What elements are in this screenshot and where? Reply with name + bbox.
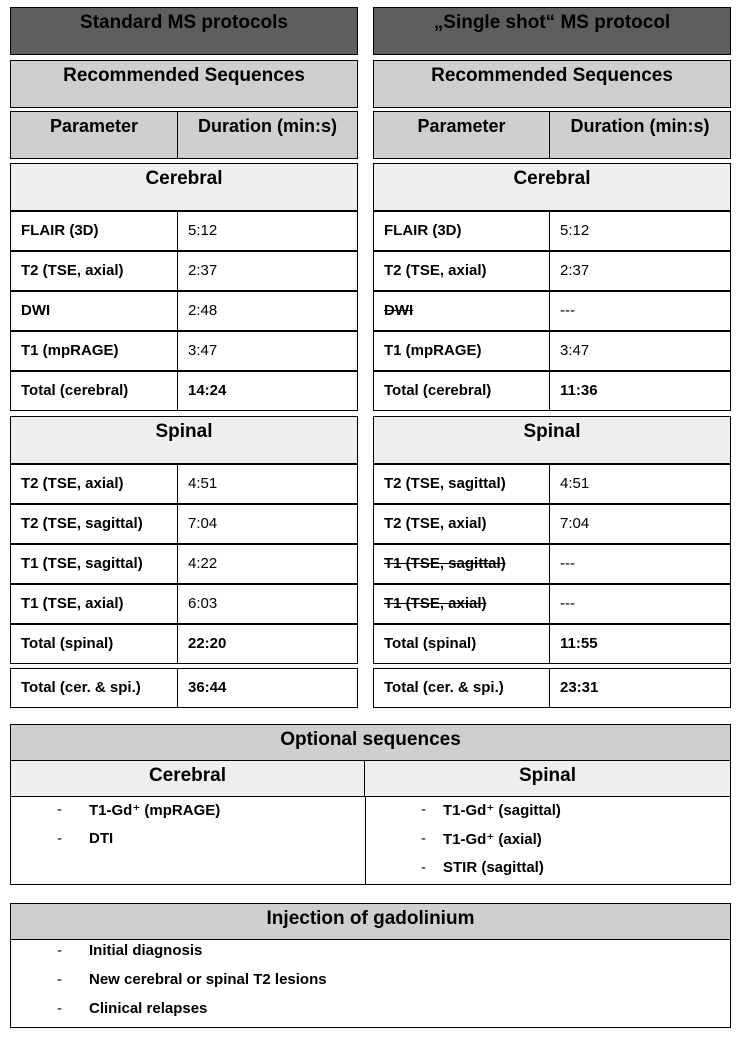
standard-cerebral-header: Cerebral bbox=[10, 163, 358, 211]
standard-recommended-header: Recommended Sequences bbox=[10, 60, 358, 108]
optional-cerebral-list bbox=[11, 801, 365, 859]
single-recommended-header: Recommended Sequences bbox=[373, 60, 731, 108]
list-item: - DTI bbox=[57, 830, 114, 847]
single-title: „Single shot“ MS protocol bbox=[373, 7, 731, 55]
list-item: - STIR (sagittal) bbox=[421, 859, 544, 876]
list-item: - T1-Gd⁺ (sagittal) bbox=[421, 801, 561, 819]
single-col-parameter: Parameter bbox=[374, 112, 550, 158]
table-row-removed: DWI --- bbox=[373, 291, 731, 331]
optional-sequences-table bbox=[10, 724, 731, 885]
table-row: DWI 2:48 bbox=[10, 291, 358, 331]
single-column-headers bbox=[373, 111, 731, 159]
table-row: T2 (TSE, axial) 4:51 bbox=[10, 464, 358, 504]
list-item: - Initial diagnosis bbox=[57, 942, 203, 959]
list-item: - T1-Gd⁺ (axial) bbox=[421, 830, 542, 848]
optional-cerebral-header: Cerebral bbox=[11, 761, 365, 797]
table-row: T1 (TSE, axial) 6:03 bbox=[10, 584, 358, 624]
table-row-total-all: Total (cer. & spi.) 23:31 bbox=[373, 668, 731, 708]
table-row-removed: T1 (TSE, axial) --- bbox=[373, 584, 731, 624]
table-row: T1 (TSE, sagittal) 4:22 bbox=[10, 544, 358, 584]
list-item: - New cerebral or spinal T2 lesions bbox=[57, 971, 327, 988]
table-row: FLAIR (3D) 5:12 bbox=[373, 211, 731, 251]
table-row: T2 (TSE, sagittal) 7:04 bbox=[10, 504, 358, 544]
table-row-total-spinal: Total (spinal) 22:20 bbox=[10, 624, 358, 664]
list-item: - Clinical relapses bbox=[57, 1000, 208, 1017]
single-cerebral-header: Cerebral bbox=[373, 163, 731, 211]
table-row: T2 (TSE, axial) 2:37 bbox=[373, 251, 731, 291]
standard-column-headers bbox=[10, 111, 358, 159]
standard-col-parameter: Parameter bbox=[11, 112, 178, 158]
table-row: T2 (TSE, axial) 2:37 bbox=[10, 251, 358, 291]
table-row-total-cerebral: Total (cerebral) 11:36 bbox=[373, 371, 731, 411]
table-row: T2 (TSE, axial) 7:04 bbox=[373, 504, 731, 544]
table-row: T1 (mpRAGE) 3:47 bbox=[373, 331, 731, 371]
single-spinal-header: Spinal bbox=[373, 416, 731, 464]
table-row: FLAIR (3D) 5:12 bbox=[10, 211, 358, 251]
table-row-total-spinal: Total (spinal) 11:55 bbox=[373, 624, 731, 664]
injection-table bbox=[10, 903, 731, 1028]
standard-spinal-header: Spinal bbox=[10, 416, 358, 464]
optional-title: Optional sequences bbox=[11, 725, 730, 761]
list-item: - T1-Gd⁺ (mpRAGE) bbox=[57, 801, 221, 819]
injection-list bbox=[11, 942, 730, 1029]
table-row: T1 (mpRAGE) 3:47 bbox=[10, 331, 358, 371]
table-row-total-all: Total (cer. & spi.) 36:44 bbox=[10, 668, 358, 708]
optional-spinal-header: Spinal bbox=[365, 761, 730, 797]
standard-col-duration: Duration (min:s) bbox=[198, 116, 337, 136]
table-row: T2 (TSE, sagittal) 4:51 bbox=[373, 464, 731, 504]
optional-spinal-list bbox=[365, 801, 730, 888]
table-row-total-cerebral: Total (cerebral) 14:24 bbox=[10, 371, 358, 411]
single-col-duration: Duration (min:s) bbox=[570, 116, 710, 136]
table-row-removed: T1 (TSE, sagittal) --- bbox=[373, 544, 731, 584]
standard-title: Standard MS protocols bbox=[10, 7, 358, 55]
injection-title: Injection of gadolinium bbox=[11, 904, 730, 940]
